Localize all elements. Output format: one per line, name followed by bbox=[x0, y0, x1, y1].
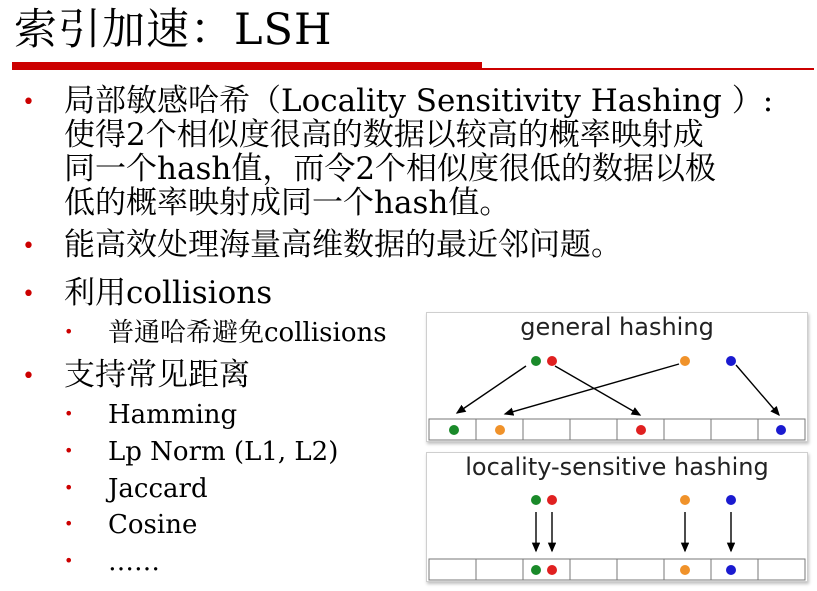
orange-bucket-point bbox=[495, 425, 505, 435]
orange-point bbox=[680, 495, 690, 505]
arrow bbox=[457, 366, 526, 413]
blue-point bbox=[726, 356, 736, 366]
green-bucket-point bbox=[449, 425, 459, 435]
bullet-2: 能高效处理海量高维数据的最近邻问题。 bbox=[64, 227, 622, 263]
bullet-marker: • bbox=[22, 364, 35, 389]
bucket-row bbox=[429, 419, 805, 440]
bullet-1-line-3: 同一个hash值，而令2个相似度很低的数据以极 bbox=[64, 151, 717, 187]
blue-bucket-point bbox=[726, 565, 736, 575]
lsh-diagram bbox=[427, 453, 807, 581]
distance-lp-norm: Lp Norm (L1, L2) bbox=[108, 437, 339, 467]
green-bucket-point bbox=[531, 565, 541, 575]
red-bucket-point bbox=[636, 425, 646, 435]
arrow bbox=[555, 366, 640, 415]
sub-bullet-marker: • bbox=[64, 322, 74, 341]
red-point bbox=[547, 356, 557, 366]
lsh-title: locality-sensitive hashing bbox=[465, 453, 769, 481]
blue-point bbox=[726, 495, 736, 505]
sub-bullet-marker: • bbox=[64, 478, 74, 497]
sub-bullet-marker: • bbox=[64, 514, 74, 533]
title-rule bbox=[0, 62, 817, 70]
arrow bbox=[505, 364, 679, 414]
green-point bbox=[531, 356, 541, 366]
distance-more: …… bbox=[108, 547, 160, 577]
sub-bullet-marker: • bbox=[64, 441, 74, 460]
orange-point bbox=[680, 356, 690, 366]
slide-title: 索引加速：LSH bbox=[14, 5, 333, 55]
sub-bullet-marker: • bbox=[64, 404, 74, 423]
general-hashing-title: general hashing bbox=[520, 313, 714, 341]
distance-hamming: Hamming bbox=[108, 400, 238, 430]
arrow bbox=[736, 365, 779, 415]
sub-bullet-marker: • bbox=[64, 551, 74, 570]
orange-bucket-point bbox=[680, 565, 690, 575]
distance-jaccard: Jaccard bbox=[108, 474, 208, 504]
bullet-4: 支持常见距离 bbox=[64, 357, 250, 393]
bullet-marker: • bbox=[22, 90, 35, 115]
bullet-3-sub-1: 普通哈希避免collisions bbox=[108, 318, 387, 348]
blue-bucket-point bbox=[776, 425, 786, 435]
bullet-marker: • bbox=[22, 234, 35, 259]
distance-cosine: Cosine bbox=[108, 510, 198, 540]
red-bucket-point bbox=[547, 565, 557, 575]
bullet-3: 利用collisions bbox=[64, 275, 273, 311]
green-point bbox=[531, 495, 541, 505]
bullet-1-line-4: 低的概率映射成同一个hash值。 bbox=[64, 185, 511, 221]
bullet-1-line-1: 局部敏感哈希（Locality Sensitivity Hashing ）: bbox=[64, 83, 774, 119]
title-rule-thin bbox=[12, 68, 814, 70]
red-point bbox=[547, 495, 557, 505]
general-hashing-diagram bbox=[427, 313, 807, 441]
bullet-1-line-2: 使得2个相似度很高的数据以较高的概率映射成 bbox=[64, 117, 704, 153]
bullet-marker: • bbox=[22, 282, 35, 307]
lsh-panel bbox=[426, 452, 808, 582]
bucket-row bbox=[429, 559, 805, 580]
general-hashing-panel bbox=[426, 312, 808, 442]
